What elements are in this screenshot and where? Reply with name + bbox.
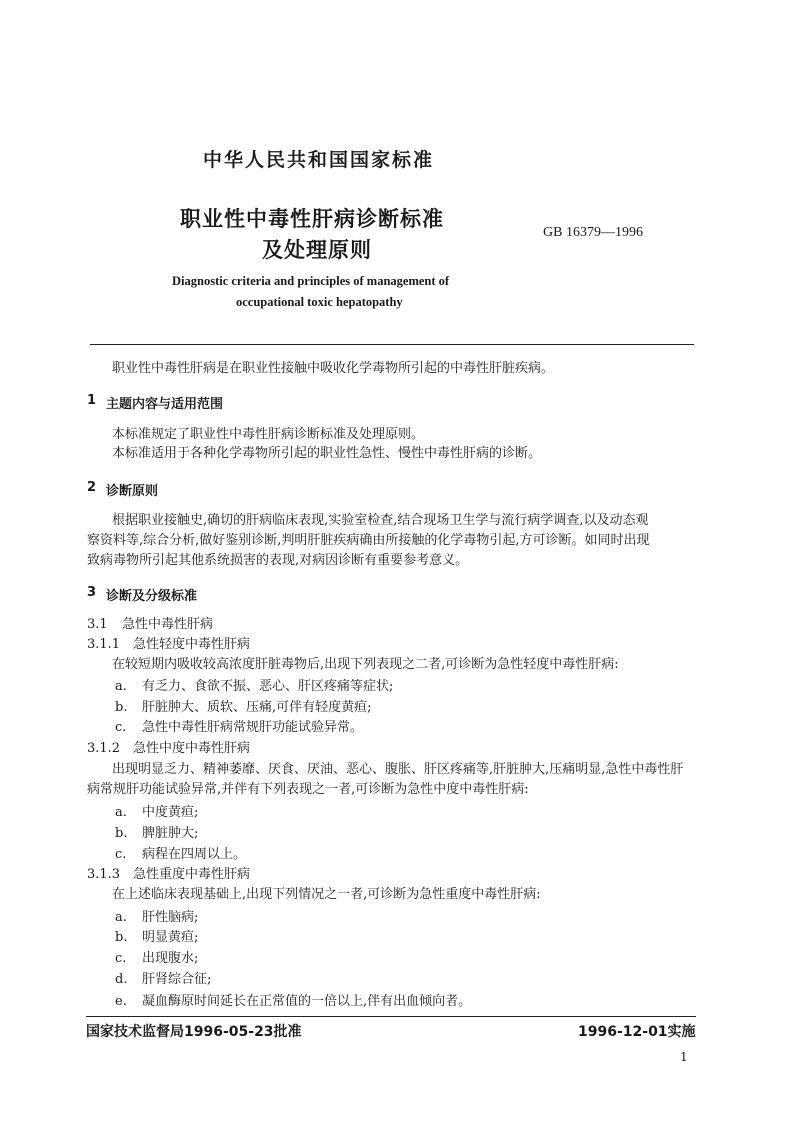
subsection-number: 3.1 (87, 617, 108, 632)
list-label: c. (115, 951, 127, 966)
paragraph-line: 致病毒物所引起其他系统损害的表现,对病因诊断有重要参考意义。 (87, 553, 469, 568)
paragraph: 在较短期内吸收较高浓度肝脏毒物后,出现下列表现之二者,可诊断为急性轻度中毒性肝病: (112, 657, 619, 672)
list-label: a. (115, 805, 127, 820)
list-label: a. (115, 910, 127, 925)
approval-date: 国家技术监督局1996-05-23批准 (86, 1024, 302, 1040)
footer-rule (86, 1016, 696, 1017)
intro-paragraph: 职业性中毒性肝病是在职业性接触中吸收化学毒物所引起的中毒性肝脏疾病。 (112, 361, 555, 376)
paragraph-line: 出现明显乏力、精神萎靡、厌食、厌油、恶心、腹胀、肝区疼痛等,肝脏肿大,压痛明显,急性中毒性肝 (112, 762, 684, 777)
list-label: b. (115, 826, 128, 841)
list-item: 出现腹水; (142, 951, 199, 966)
list-item: 有乏力、食欲不振、恶心、肝区疼痛等症状; (142, 679, 394, 694)
subsection-heading: 急性轻度中毒性肝病 (133, 637, 251, 652)
list-label: a. (115, 679, 127, 694)
section-heading: 诊断原则 (106, 484, 159, 499)
paragraph: 本标准适用于各种化学毒物所引起的职业性急性、慢性中毒性肝病的诊断。 (112, 446, 542, 461)
subsection-heading: 急性中度中毒性肝病 (133, 741, 251, 756)
list-item: 明显黄疸; (142, 930, 199, 945)
list-item: 凝血酶原时间延长在正常值的一倍以上,伴有出血倾向者。 (142, 994, 472, 1009)
subsection-heading: 急性中毒性肝病 (122, 617, 214, 632)
list-label: e. (115, 994, 127, 1009)
section-number: 1 (87, 393, 97, 408)
section-heading: 诊断及分级标准 (106, 589, 198, 604)
subsection-number: 3.1.1 (87, 637, 121, 652)
list-item: 肝肾综合征; (142, 972, 212, 987)
paragraph-line: 病常规肝功能试验异常,并伴有下列表现之一者,可诊断为急性中度中毒性肝病: (87, 782, 529, 797)
standard-code: GB 16379—1996 (543, 225, 643, 240)
list-label: c. (115, 720, 127, 735)
header-rule (90, 344, 694, 345)
subsection-number: 3.1.3 (87, 867, 121, 882)
list-item: 病程在四周以上。 (142, 847, 247, 862)
paragraph: 在上述临床表现基础上,出现下列情况之一者,可诊断为急性重度中毒性肝病: (112, 887, 541, 902)
list-item: 肝性脑病; (142, 910, 199, 925)
subsection-heading: 急性重度中毒性肝病 (133, 867, 251, 882)
section-number: 3 (87, 585, 97, 600)
page-number: 1 (680, 1050, 688, 1064)
list-item: 脾脏肿大; (142, 826, 199, 841)
section-heading: 主题内容与适用范围 (106, 397, 224, 412)
list-label: b. (115, 930, 128, 945)
paragraph: 本标准规定了职业性中毒性肝病诊断标准及处理原则。 (112, 427, 425, 442)
standard-category: 中华人民共和国国家标准 (203, 149, 435, 171)
paragraph-line: 察资料等,综合分析,做好鉴别诊断,判明肝脏疾病确由所接触的化学毒物引起,方可诊断。如同时出现 (87, 533, 650, 548)
paragraph-line: 根据职业接触史,确切的肝病临床表现,实验室检查,结合现场卫生学与流行病学调查,以及动态观 (112, 513, 649, 528)
english-title: Diagnostic criteria and principles of management of (172, 274, 450, 288)
list-item: 急性中毒性肝病常规肝功能试验异常。 (142, 720, 364, 735)
list-label: d. (115, 972, 128, 987)
effective-date: 1996-12-01实施 (578, 1024, 696, 1040)
subsection-number: 3.1.2 (87, 741, 121, 756)
document-title-line2: 及处理原则 (262, 238, 372, 262)
list-label: b. (115, 700, 128, 715)
list-label: c. (115, 847, 127, 862)
list-item: 肝脏肿大、质软、压痛,可伴有轻度黄疸; (142, 700, 372, 715)
section-number: 2 (87, 480, 97, 495)
document-title: 职业性中毒性肝病诊断标准 (180, 207, 444, 231)
list-item: 中度黄疸; (142, 805, 199, 820)
english-title-line2: occupational toxic hepatopathy (236, 295, 403, 309)
